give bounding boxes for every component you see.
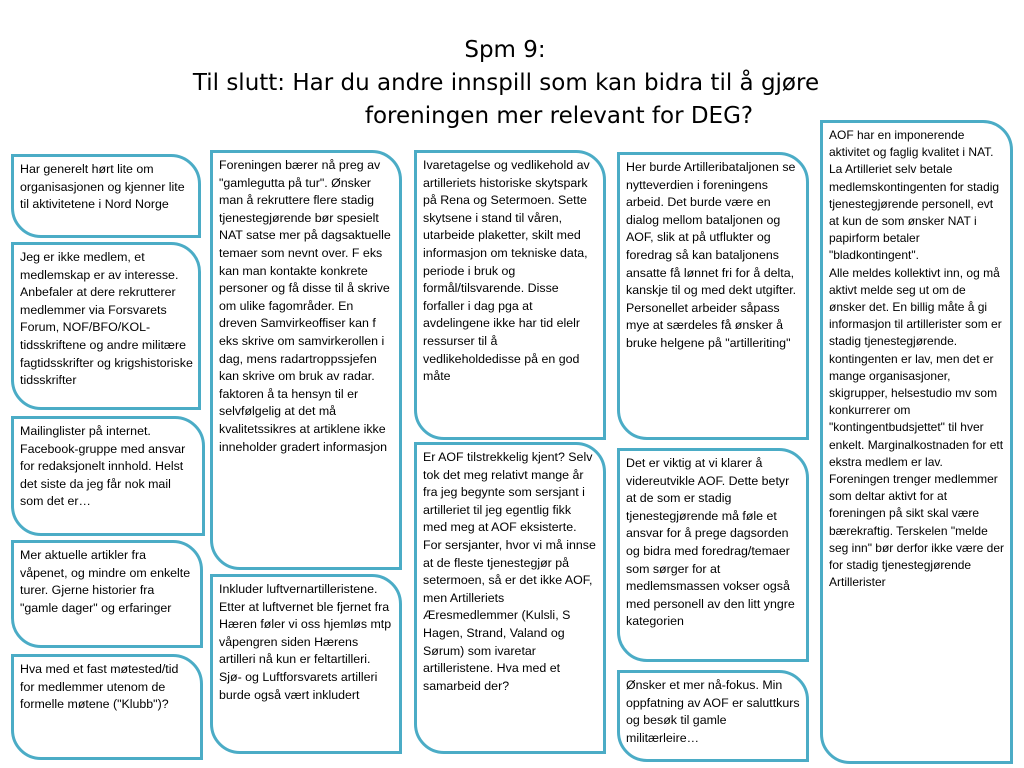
title-question-number: Spm 9: [464, 37, 546, 63]
title-question-line2: foreningen mer relevant for DEG? [364, 103, 754, 129]
comment-text: Ivaretagelse og vedlikehold av artilleriets historiske skytspark på Rena og Setermoen. Sette skytsene i stand til våren, utarbeide plaketter, skilt med informasjon om tekniske data, periode i bruk og formål/tilsvarende. Disse forfaller i dag pga at avdelingene ikke har tid elelr ressurser til å vedlikeholdedisse på en god måte [423, 158, 590, 384]
comment-box [11, 242, 201, 410]
comment-box [210, 574, 402, 754]
comment-text: Foreningen bærer nå preg av "gamlegutta på tur". Ønsker man å rekruttere flere stadig tjenestegjørende bør spesielt NAT satse mer på dagsaktuelle temaer som nevnt over. F eks kan man kontakte konkrete personer og få disse til å skrive om ulike fagområder. En dreven Samvirkeoffiser kan f eks skrive om samvirkerollen i dag, mens radartroppssjefen kan skrive om bruk av radar. faktoren å ta hensyn til er selvfølgelig at det må kvalitetssikres at artiklene ikke inneholder gradert informasjon [219, 158, 391, 454]
slide-title [100, 34, 930, 133]
comment-box [11, 654, 203, 760]
comment-box [617, 670, 809, 762]
comment-text: Jeg er ikke medlem, et medlemskap er av interesse. Anbefaler at dere rekrutterer medlemmer via Forsvarets Forum, NOF/BFO/KOL-tidsskriftene og andre militære fagtidsskrifter og krigshistoriske tidsskrifter [20, 250, 193, 388]
comment-box [414, 442, 606, 754]
comment-box [210, 150, 402, 570]
comment-text: Det er viktig at vi klarer å videreutvikle AOF. Dette betyr at de som er stadig tjenestegjørende må føle et ansvar for å prege dagsorden og bidra med foredrag/temaer som sørger for at medlemsmassen vokser også med personell av den litt yngre kategorien [626, 456, 795, 629]
comment-box [617, 152, 809, 440]
comment-text: Alle meldes kollektivt inn, og må aktivt melde seg ut om de ønsker det. En billig måte å gi informasjon til artillerister som er stadig tjenestegjørende. kontingenten er lav, men det er mange organisasjoner, skigrupper, helsestudio mv som konkurrerer om "kontingentbudsjettet" til hver enkelt. Marginalkostnaden for ett ekstra medlem er lav. Foreningen trenger medlemmer som deltar aktivt for at foreningen på sikt skal være bærekraftig. Terskelen "melde seg inn" bør derfor ikke være der for stadig tjenestegjørende Artillerister [829, 265, 1004, 590]
comment-box [820, 120, 1013, 764]
comment-box [414, 150, 606, 440]
comment-text: Hva med et fast møtested/tid for medlemmer utenom de formelle møtene ("Klubb")? [20, 662, 179, 712]
comment-box [11, 416, 205, 536]
comment-text: Inkluder luftvernartilleristene. Etter at luftvernet ble fjernet fra Hæren føler vi oss hjemløs mtp våpengren siden Hærens artilleri nå kun er feltartilleri. Sjø- og Luftforsvarets artilleri burde også vært inkludert [219, 582, 392, 702]
comment-box [11, 540, 203, 648]
comment-text: Er AOF tilstrekkelig kjent? Selv tok det meg relativt mange år fra jeg begynte som sersjant i artilleriet til jeg egentlig fikk med meg at AOF eksisterte. For sersjanter, hvor vi må innse at de fleste tjenestegjør på setermoen, så er det ikke AOF, men Artilleriets Æresmedlemmer (Kulsli, S Hagen, Strand, Valand og Sørum) som ivaretar artilleristene. Hva med et samarbeid der? [423, 450, 596, 693]
comment-text: Her burde Artilleribataljonen se nytteverdien i foreningens arbeid. Det burde være en dialog mellom bataljonen og AOF, slik at på utflukter og foredrag så kan bataljonens ansatte få lønnet fri for å delta, kanskje til og med dekt utgifter. Personellet arbeider såpass mye at særdeles få ønsker å bruke helgene på "artilleriting" [626, 160, 797, 350]
comment-text: Ønsker et mer nå-fokus. Min oppfatning av AOF er saluttkurs og besøk til gamle militærleire… [626, 678, 800, 745]
comment-text: Mer aktuelle artikler fra våpenet, og mindre om enkelte turer. Gjerne historier fra "gamle dager" og erfaringer [20, 548, 191, 615]
comment-box [11, 154, 201, 238]
comment-text: Har generelt hørt lite om organisasjonen og kjenner lite til aktivitetene i Nord Norge [20, 162, 185, 212]
comment-box [617, 448, 809, 662]
title-question-line1: Til slutt: Har du andre innspill som kan bidra til å gjøre [192, 70, 820, 96]
comment-text: Mailinglister på internet. Facebook-gruppe med ansvar for redaksjonelt innhold. Helst det siste da jeg får nok mail som det er… [20, 424, 186, 509]
comment-text: AOF har en imponerende aktivitet og faglig kvalitet i NAT. La Artilleriet selv betale medlemskontingenten for stadig tjenestegjørende personell, evt at kun de som ønsker NAT i papirform betaler "bladkontingent". [829, 128, 1000, 263]
